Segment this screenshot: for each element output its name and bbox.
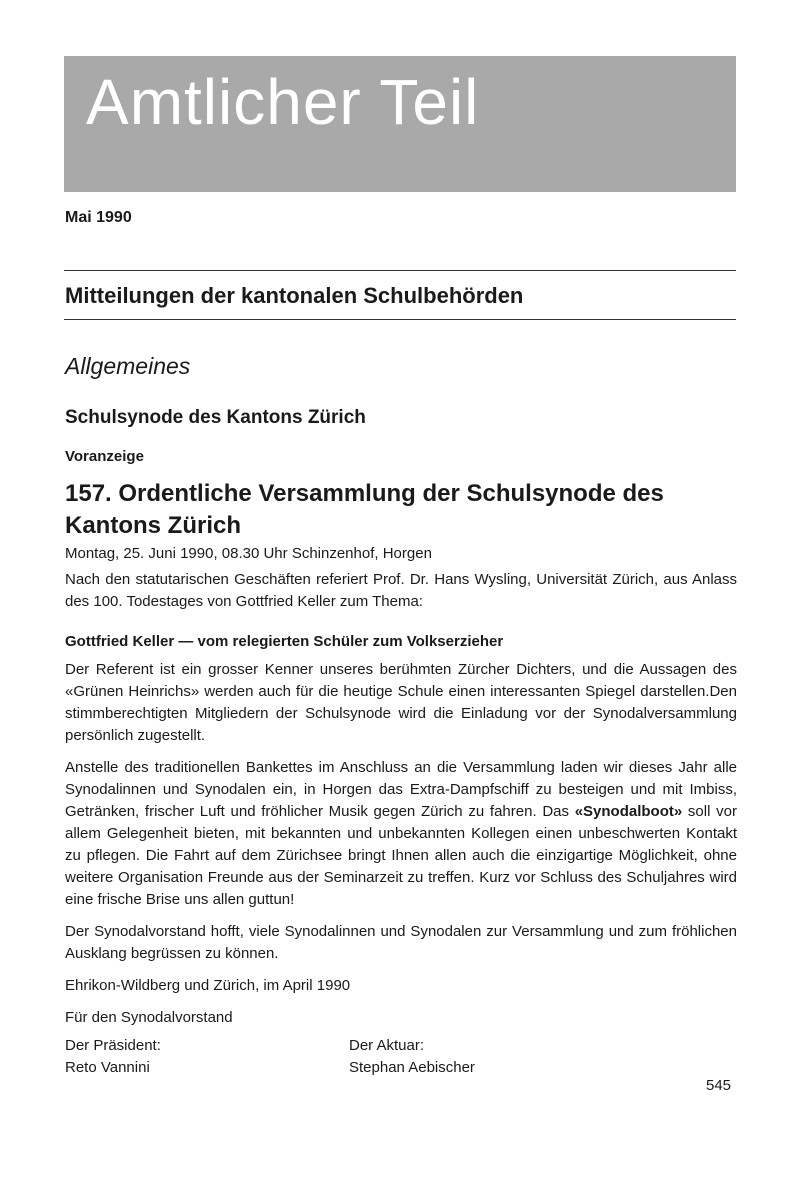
for-board: Für den Synodalvorstand bbox=[65, 1009, 233, 1026]
talk-title: Gottfried Keller — vom relegierten Schüler zum Volkserzieher bbox=[65, 633, 504, 650]
paragraph-banquet-part-1: Anstelle des traditionellen Bankettes im Anschluss an die Versammlung laden wir dieses Jahr alle Synodalinnen und Synodalen ein, in Horgen das Extra-Dampfschiff zu besteigen und mit Imbiss, Getränken, frischer Luft und fröhlicher Musik gegen Zürich zu fahren. Das bbox=[65, 759, 737, 820]
intro-paragraph: Nach den statutarischen Geschäften referiert Prof. Dr. Hans Wysling, Universität Zürich, aus Anlass des 100. Todestages von Gottfried Keller zum Thema: bbox=[65, 571, 737, 610]
paragraph-referent: Der Referent ist ein grosser Kenner unseres berühmten Zürcher Dichters, und die Aussagen des «Grünen Heinrichs» werden auch für die heutige Schule einen interessanten Spiegel darstellen.Den stimmberechtigten Mitgliedern der Schulsynode wird die Einladung vor der Synodalversammlung persönlich zugestellt. bbox=[65, 661, 737, 744]
article-headline: 157. Ordentliche Versammlung der Schulsynode des Kantons Zürich bbox=[65, 480, 664, 539]
paragraph-banquet bbox=[65, 757, 737, 911]
signatory-role: Der Aktuar: bbox=[349, 1037, 425, 1054]
top-rule bbox=[64, 270, 736, 271]
page-number: 545 bbox=[706, 1077, 732, 1094]
paragraph-invitation: Der Synodalvorstand hofft, viele Synodalinnen und Synodalen zur Versammlung und zum fröhlichen Ausklang begrüssen zu können. bbox=[65, 923, 737, 962]
header-band bbox=[64, 56, 736, 192]
subsection-heading: Allgemeines bbox=[65, 353, 191, 379]
section-title: Mitteilungen der kantonalen Schulbehörden bbox=[65, 283, 524, 308]
header-title: Amtlicher Teil bbox=[86, 66, 480, 138]
synodalboot-emphasis: «Synodalboot» bbox=[574, 803, 683, 820]
article-body bbox=[65, 543, 737, 1079]
signatory-president bbox=[65, 1035, 161, 1079]
signatory-secretary bbox=[349, 1035, 475, 1079]
signature-block bbox=[65, 1035, 737, 1079]
signatory-name: Reto Vannini bbox=[65, 1059, 150, 1076]
paragraph-banquet-part-2: soll vor allem Gelegenheit bieten, mit bekannten und unbekannten Kollegen einen unbeschwerten Kontakt zu pflegen. Die Fahrt auf dem Zürichsee bringt Ihnen allen auch die einzigartige Möglichkeit, ohne weitere Organisation Freunde aus der Seminarzeit zu treffen. Kurz vor Schluss des Schuljahres wird eine frische Brise uns allen guttun! bbox=[65, 803, 737, 908]
bottom-rule bbox=[64, 319, 736, 320]
place-date: Ehrikon-Wildberg und Zürich, im April 1990 bbox=[65, 977, 351, 994]
article-title: Schulsynode des Kantons Zürich bbox=[65, 407, 366, 428]
signatory-name: Stephan Aebischer bbox=[349, 1059, 475, 1076]
event-datetime: Montag, 25. Juni 1990, 08.30 Uhr Schinzenhof, Horgen bbox=[65, 545, 432, 562]
article-kicker: Voranzeige bbox=[65, 448, 144, 465]
signatory-role: Der Präsident: bbox=[65, 1037, 161, 1054]
issue-date: Mai 1990 bbox=[65, 209, 132, 226]
